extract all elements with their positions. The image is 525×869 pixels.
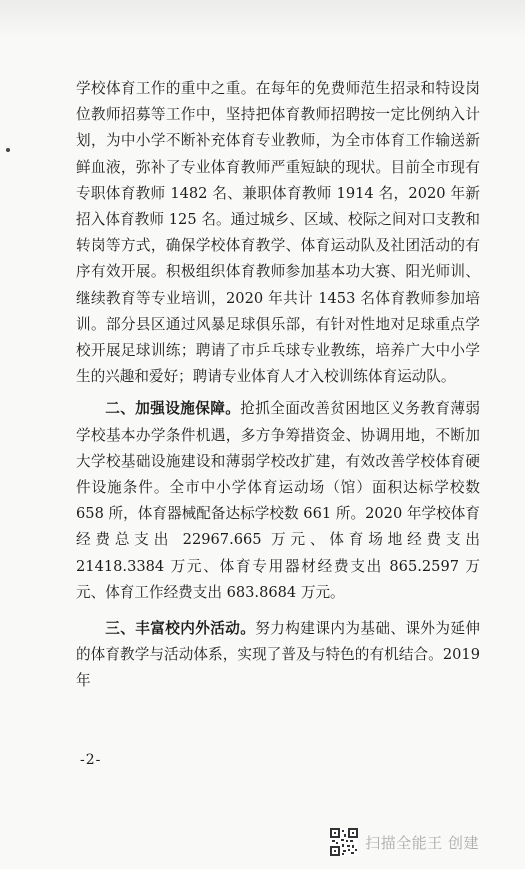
qr-code-icon: [330, 828, 358, 856]
scan-speck: [6, 148, 10, 152]
watermark-text: 扫描全能王 创建: [365, 833, 479, 852]
paragraph-3: [76, 616, 480, 695]
paragraph-2: [76, 396, 480, 606]
section-3-heading: 三、丰富校内外活动。: [105, 620, 256, 638]
paragraph-1: 学校体育工作的重中之重。在每年的免费师范生招录和特设岗位教师招募等工作中，坚持把体育教师招聘按一定比例纳入计划，为中小学不断补充体育专业教师，为全市体育工作输送新鲜血液，弥补了专业体育教师严重短缺的现状。目前全市现有专职体育教师 1482 名、兼职体育教师 1914 名，2020 年新招入体育教师 125 名。通过城乡、区域、校际之间对口支教和转岗等方式，确保学校体育教学、体育运动队及社团活动的有序有效开展。积极组织体育教师参加基本功大赛、阳光师训、继续教育等专业培训，2020 年共计 1453 名体育教师参加培训。部分县区通过风暴足球俱乐部，有针对性地对足球重点学校开展足球训练；聘请了市乒乓球专业教练，培养广大中小学生的兴趣和爱好；聘请专业体育人才入校训练体育运动队。: [76, 80, 480, 386]
scanner-watermark: [330, 827, 479, 857]
document-body: [76, 76, 480, 695]
section-2-heading: 二、加强设施保障。: [105, 400, 241, 418]
section-2-body: 抢抓全面改善贫困地区义务教育薄弱学校基本办学条件机遇，多方争筹措资金、协调用地，不断加大学校基础设施建设和薄弱学校改扩建，有效改善学校体育硬件设施条件。全市中小学体育运动场（馆）面积达标学校数 658 所，体育器械配备达标学校数 661 所。2020 年学校体育经费总支出 22967.665 万元、体育场地经费支出 21418.3384 万元、体育专用器材经费支出 865.2597 万元、体育工作经费支出 683.8684 万元。: [76, 400, 480, 601]
page-number: -2-: [80, 752, 102, 768]
section-3-body: 努力构建课内为基础、课外为延伸的体育教学与活动体系，实现了普及与特色的有机结合。2019 年: [76, 620, 480, 690]
scan-shadow: [0, 0, 525, 40]
